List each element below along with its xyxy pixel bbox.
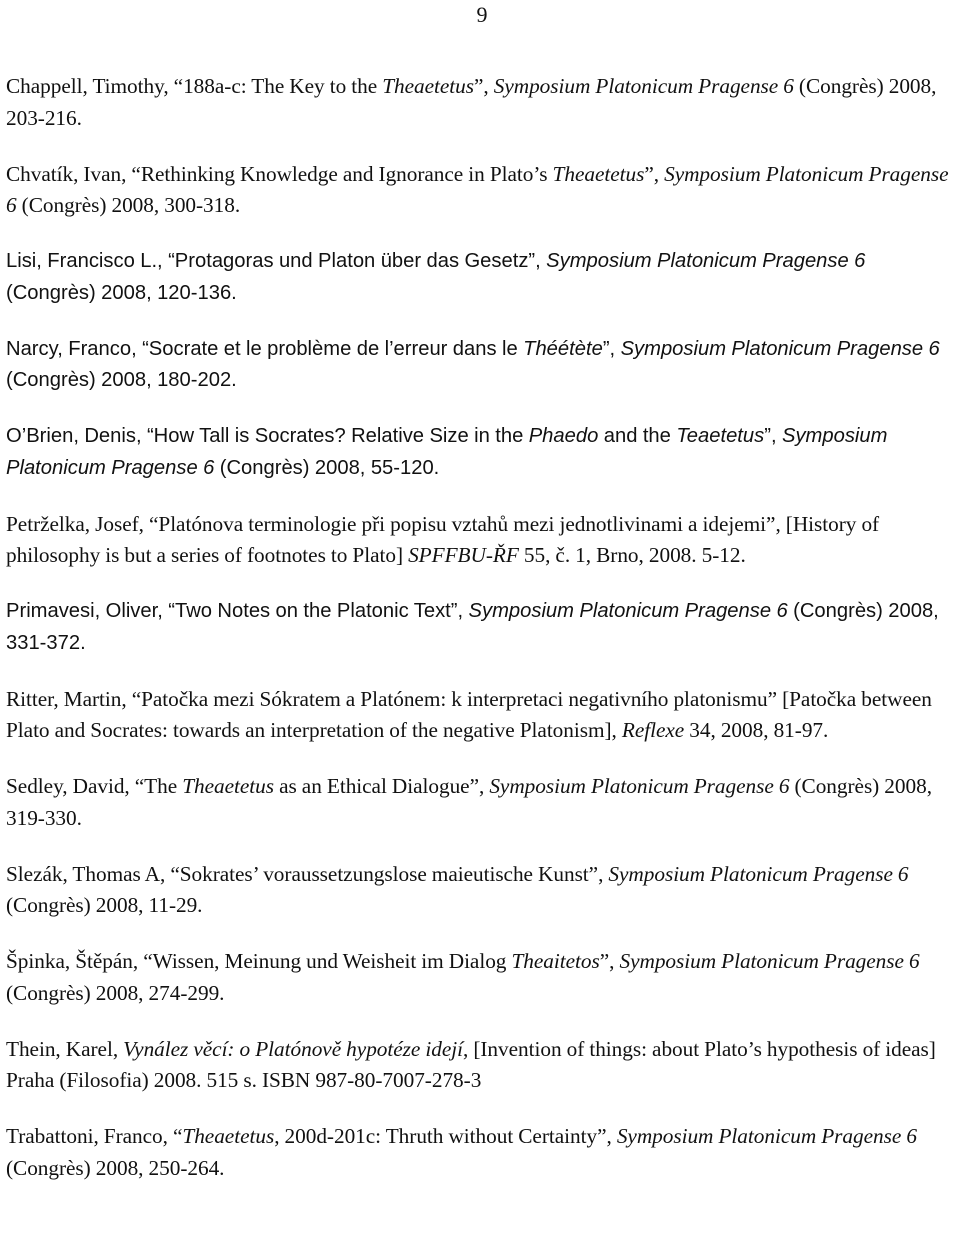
italic-title: Symposium Platonicum Pragense 6 <box>6 161 949 217</box>
bibliography-entry <box>6 71 956 134</box>
entry-text: Petrželka, Josef, “Platónova terminologie při popisu vztahů mezi jednotlivinami a idejemi”, [History of philosophy is but a series of footnotes to Plato] <box>6 511 880 567</box>
italic-title: Symposium Platonicum Pragense 6 <box>468 600 788 622</box>
entry-text: (Congrès) 2008, 11-29. <box>6 893 203 917</box>
entry-text: ”, <box>644 161 665 186</box>
italic-title: Phaedo <box>528 425 599 447</box>
bibliography-entry <box>6 509 956 572</box>
bibliography-entry <box>6 596 956 659</box>
entry-text: Thein, Karel, <box>6 1036 124 1061</box>
entry-text: O’Brien, Denis, “How Tall is Socrates? Relative Size in the <box>6 425 529 447</box>
bibliography-entry <box>6 859 956 922</box>
bibliography-entry <box>6 1121 956 1184</box>
entry-text: (Congrès) 2008, 120-136. <box>6 281 237 304</box>
entry-text: 34, 2008, 81-97. <box>684 718 829 742</box>
bibliography-list <box>6 71 956 1209</box>
bibliography-entry <box>6 1034 956 1097</box>
italic-title: Symposium Platonicum Pragense 6 <box>616 1124 917 1148</box>
entry-text: (Congrès) 2008, 319-330. <box>6 774 932 830</box>
entry-text: 55, č. 1, Brno, 2008. 5-12. <box>518 543 746 567</box>
entry-text: (Congrès) 2008, 274-299. <box>6 980 225 1005</box>
bibliography-entry <box>6 334 956 397</box>
entry-text: and the <box>598 425 677 447</box>
entry-text: (Congrès) 2008, 203-216. <box>6 74 937 130</box>
bibliography-entry <box>6 421 956 484</box>
entry-text: Slezák, Thomas A, “Sokrates’ voraussetzungslose maieutische Kunst”, <box>6 861 609 886</box>
entry-text: (Congrès) 2008, 331-372. <box>6 600 939 654</box>
entry-text: Primavesi, Oliver, “Two Notes on the Platonic Text”, <box>6 600 469 622</box>
entry-text: as an Ethical Dialogue”, <box>274 774 490 798</box>
bibliography-entry <box>6 684 956 747</box>
italic-title: Symposium Platonicum Pragense 6 <box>619 949 920 973</box>
italic-title: Theaetetus <box>382 74 474 98</box>
entry-text: Narcy, Franco, “Socrate et le problème de l’erreur dans le <box>6 337 524 360</box>
italic-title: Theaetetus <box>182 1124 275 1148</box>
italic-title: Symposium Platonicum Pragense 6 <box>489 774 790 798</box>
entry-text: (Congrès) 2008, 55-120. <box>214 456 440 479</box>
bibliography-entry <box>6 246 956 309</box>
bibliography-entry <box>6 771 956 834</box>
entry-text: ”, <box>473 74 494 98</box>
italic-title: Symposium Platonicum Pragense 6 <box>6 425 888 479</box>
entry-text: Chvatík, Ivan, “Rethinking Knowledge and Ignorance in Plato’s <box>6 161 553 186</box>
entry-text: Trabattoni, Franco, “ <box>6 1124 183 1148</box>
italic-title: Théétète <box>523 337 603 360</box>
italic-title: Theaetetus <box>552 161 645 186</box>
italic-title: Teaetetus <box>676 425 765 447</box>
entry-text: ”, <box>599 949 620 973</box>
entry-text: ”, <box>602 337 621 360</box>
italic-title: Symposium Platonicum Pragense 6 <box>620 337 940 360</box>
italic-title: Theaetetus <box>182 774 274 798</box>
bibliography-entry <box>6 159 956 222</box>
italic-title: Theaitetos <box>511 949 600 973</box>
entry-text: ”, <box>764 425 782 447</box>
italic-title: Symposium Platonicum Pragense 6 <box>608 861 909 886</box>
entry-text: Špinka, Štěpán, “Wissen, Meinung und Weisheit im Dialog <box>6 949 512 973</box>
entry-text: Ritter, Martin, “Patočka mezi Sókratem a Platónem: k interpretaci negativního platonismu” [Patočka between Plato and Socrates: towards an interpretation of the negative Platonism], <box>6 686 932 742</box>
italic-title: SPFFBU-ŘF <box>408 543 519 567</box>
page-number: 9 <box>476 2 488 27</box>
entry-text: (Congrès) 2008, 180-202. <box>6 369 237 391</box>
italic-title: Symposium Platonicum Pragense 6 <box>493 74 794 98</box>
entry-text: (Congrès) 2008, 300-318. <box>16 193 241 217</box>
italic-title: Reflexe <box>621 718 685 742</box>
entry-text: , [Invention of things: about Plato’s hypothesis of ideas] Praha (Filosofia) 2008. 515 s. ISBN 987-80-7007-278-3 <box>6 1036 936 1092</box>
bibliography-entry <box>6 946 956 1009</box>
italic-title: Vynález věcí: o Platónově hypotéze idejí <box>123 1036 463 1061</box>
entry-text: (Congrès) 2008, 250-264. <box>6 1155 225 1180</box>
entry-text: , 200d-201c: Thruth without Certainty”, <box>274 1124 617 1148</box>
entry-text: Lisi, Francisco L., “Protagoras und Platon über das Gesetz”, <box>6 250 547 272</box>
entry-text: Chappell, Timothy, “188a-c: The Key to the <box>6 74 383 98</box>
italic-title: Symposium Platonicum Pragense 6 <box>546 250 866 272</box>
entry-text: Sedley, David, “The <box>6 774 183 798</box>
